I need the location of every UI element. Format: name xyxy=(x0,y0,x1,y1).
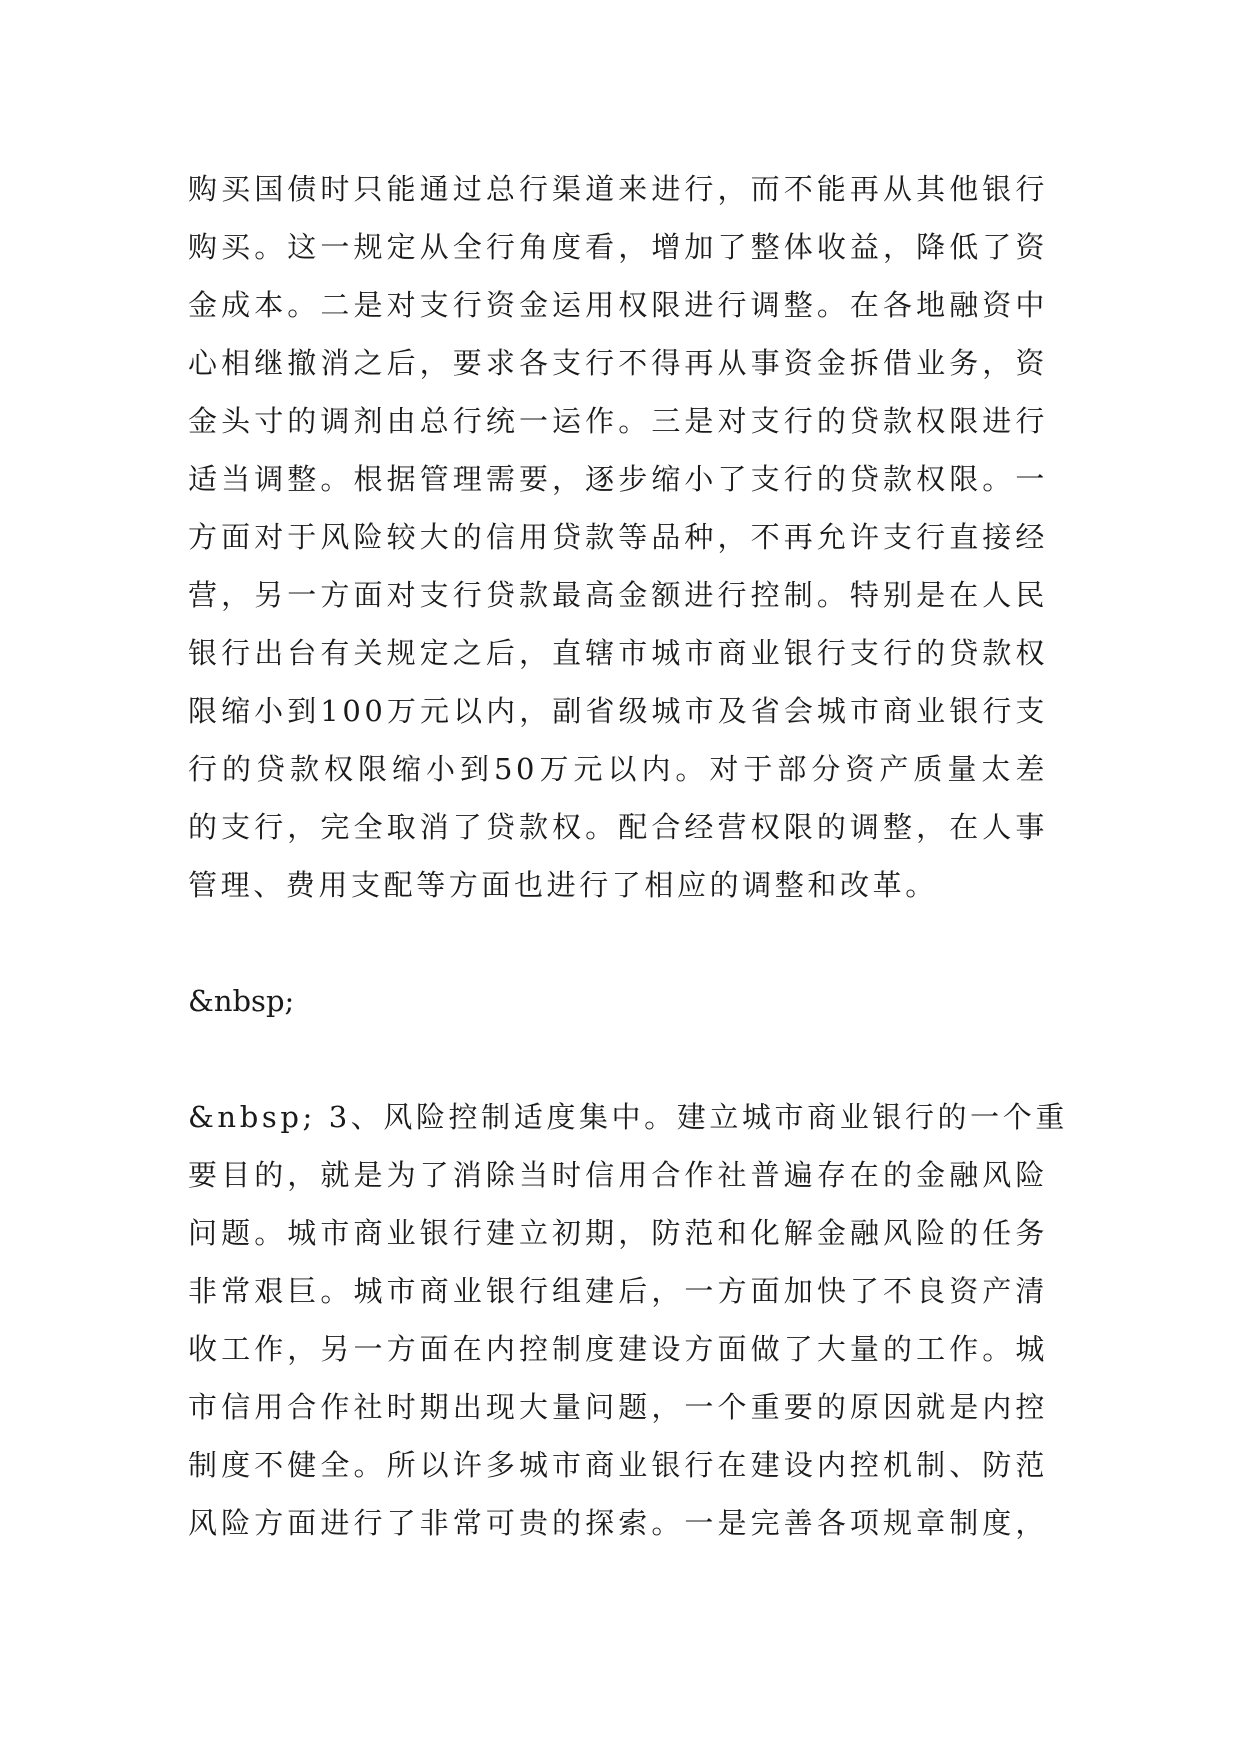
document-page xyxy=(188,160,1068,1552)
text-line: 银行出台有关规定之后，直辖市城市商业银行支行的贷款权 xyxy=(188,636,1048,670)
text-line: 管理、费用支配等方面也进行了相应的调整和改革。 xyxy=(188,868,938,902)
text-line: 金头寸的调剂由总行统一运作。三是对支行的贷款权限进行 xyxy=(188,404,1048,438)
text-line: 的支行，完全取消了贷款权。配合经营权限的调整，在人事 xyxy=(188,810,1048,844)
text-line: 市信用合作社时期出现大量问题，一个重要的原因就是内控 xyxy=(188,1390,1048,1424)
paragraph-gap xyxy=(188,914,1048,972)
text-line: 要目的，就是为了消除当时信用合作社普遍存在的金融风险 xyxy=(188,1158,1048,1192)
text-line: 制度不健全。所以许多城市商业银行在建设内控机制、防范 xyxy=(188,1448,1048,1482)
text-line: 心相继撤消之后，要求各支行不得再从事资金拆借业务，资 xyxy=(188,346,1048,380)
text-line: 金成本。二是对支行资金运用权限进行调整。在各地融资中 xyxy=(188,288,1048,322)
paragraph-gap xyxy=(188,1030,1048,1088)
text-line: 营，另一方面对支行贷款最高金额进行控制。特别是在人民 xyxy=(188,578,1048,612)
text-line: 风险方面进行了非常可贵的探索。一是完善各项规章制度， xyxy=(188,1506,1048,1540)
text-line: 购买国债时只能通过总行渠道来进行，而不能再从其他银行 xyxy=(188,172,1048,206)
text-line: 问题。城市商业银行建立初期，防范和化解金融风险的任务 xyxy=(188,1216,1048,1250)
paragraph-2 xyxy=(188,1088,1068,1552)
text-line: 非常艰巨。城市商业银行组建后，一方面加快了不良资产清 xyxy=(188,1274,1048,1308)
nbsp-spacer-line: &nbsp; xyxy=(188,984,295,1018)
text-line: 适当调整。根据管理需要，逐步缩小了支行的贷款权限。一 xyxy=(188,462,1048,496)
text-line: &nbsp; 3、风险控制适度集中。建立城市商业银行的一个重 xyxy=(188,1100,1068,1134)
text-line: 限缩小到100万元以内，副省级城市及省会城市商业银行支 xyxy=(188,694,1048,728)
text-line: 行的贷款权限缩小到50万元以内。对于部分资产质量太差 xyxy=(188,752,1048,786)
text-line: 方面对于风险较大的信用贷款等品种，不再允许支行直接经 xyxy=(188,520,1048,554)
text-line: 购买。这一规定从全行角度看，增加了整体收益，降低了资 xyxy=(188,230,1048,264)
paragraph-1 xyxy=(188,160,1048,914)
text-line: 收工作，另一方面在内控制度建设方面做了大量的工作。城 xyxy=(188,1332,1048,1366)
